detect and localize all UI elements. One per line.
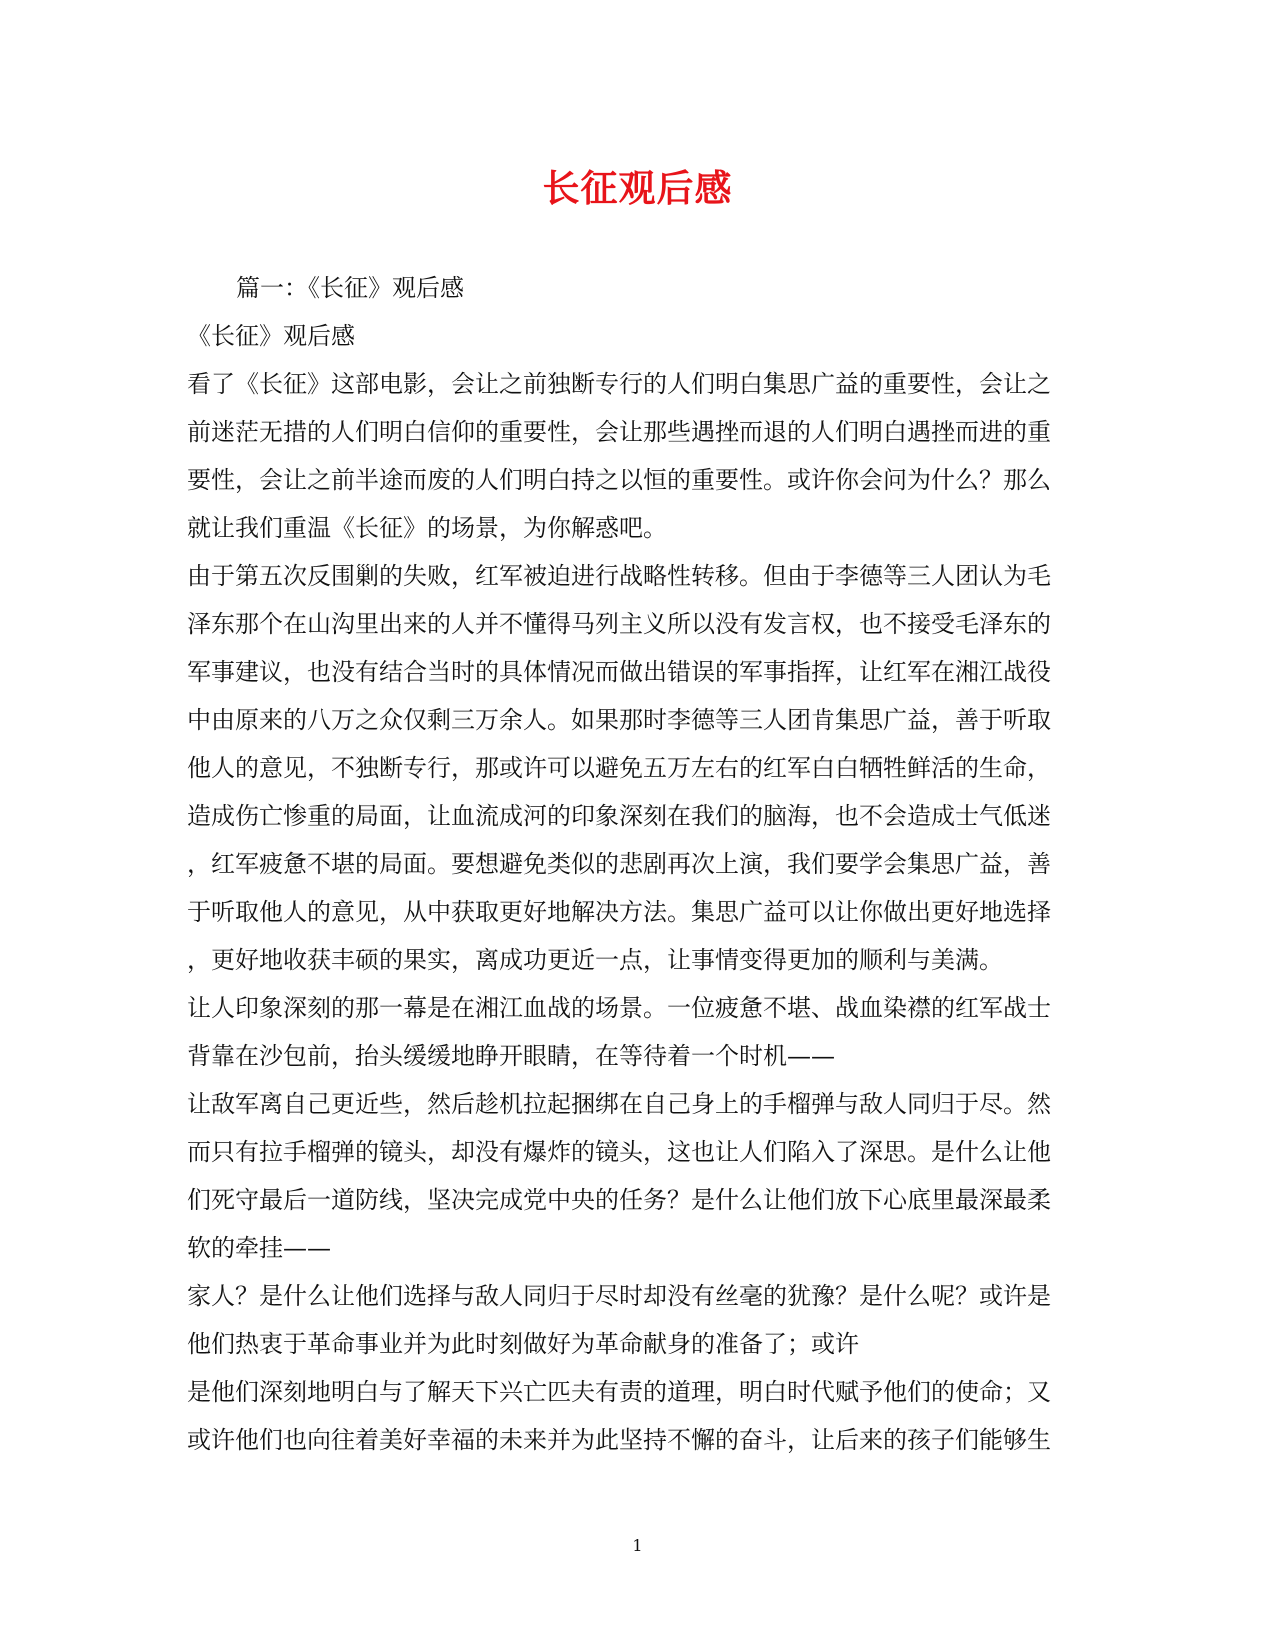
section-heading: 篇一：《长征》观后感: [236, 274, 464, 302]
body-line: 他们热衷于革命事业并为此时刻做好为革命献身的准备了；或许: [187, 1330, 859, 1358]
body-line: 或许他们也向往着美好幸福的未来并为此坚持不懈的奋斗，让后来的孩子们能够生: [187, 1426, 1051, 1454]
document-title: 长征观后感: [542, 166, 733, 210]
body-line: 要性，会让之前半途而废的人们明白持之以恒的重要性。或许你会问为什么？那么: [187, 466, 1051, 494]
body-line: 让敌军离自己更近些，然后趁机拉起捆绑在自己身上的手榴弹与敌人同归于尽。然: [187, 1090, 1051, 1118]
body-line: 泽东那个在山沟里出来的人并不懂得马列主义所以没有发言权，也不接受毛泽东的: [187, 610, 1051, 638]
body-line: 是他们深刻地明白与了解天下兴亡匹夫有责的道理，明白时代赋予他们的使命；又: [187, 1378, 1051, 1406]
body-line: 他人的意见，不独断专行，那或许可以避免五万左右的红军白白牺牲鲜活的生命，: [187, 754, 1051, 782]
page-number: 1: [632, 1536, 643, 1555]
body-line: 于听取他人的意见，从中获取更好地解决方法。集思广益可以让你做出更好地选择: [187, 898, 1051, 926]
body-line: 看了《长征》这部电影，会让之前独断专行的人们明白集思广益的重要性，会让之: [187, 370, 1051, 398]
body-line: 中由原来的八万之众仅剩三万余人。如果那时李德等三人团肯集思广益，善于听取: [187, 706, 1051, 734]
subtitle-line: 《长征》观后感: [187, 322, 355, 350]
document-body: [187, 264, 1093, 1464]
body-line: 就让我们重温《长征》的场景，为你解惑吧。: [187, 514, 667, 542]
body-line: 背靠在沙包前，抬头缓缓地睁开眼睛，在等待着一个时机——: [187, 1042, 835, 1070]
body-line: 造成伤亡惨重的局面，让血流成河的印象深刻在我们的脑海，也不会造成士气低迷: [187, 802, 1051, 830]
body-line: 军事建议，也没有结合当时的具体情况而做出错误的军事指挥，让红军在湘江战役: [187, 658, 1051, 686]
body-line: 让人印象深刻的那一幕是在湘江血战的场景。一位疲惫不堪、战血染襟的红军战士: [187, 994, 1051, 1022]
body-line: 由于第五次反围剿的失败，红军被迫进行战略性转移。但由于李德等三人团认为毛: [187, 562, 1051, 590]
body-line: ，更好地收获丰硕的果实，离成功更近一点，让事情变得更加的顺利与美满。: [187, 946, 1003, 974]
body-line: 而只有拉手榴弹的镜头，却没有爆炸的镜头，这也让人们陷入了深思。是什么让他: [187, 1138, 1051, 1166]
body-line: 软的牵挂——: [187, 1234, 331, 1262]
body-line: 们死守最后一道防线，坚决完成党中央的任务？是什么让他们放下心底里最深最柔: [187, 1186, 1051, 1214]
body-line: 家人？是什么让他们选择与敌人同归于尽时却没有丝毫的犹豫？是什么呢？或许是: [187, 1282, 1051, 1310]
body-line: ，红军疲惫不堪的局面。要想避免类似的悲剧再次上演，我们要学会集思广益，善: [187, 850, 1051, 878]
body-line: 前迷茫无措的人们明白信仰的重要性，会让那些遇挫而退的人们明白遇挫而进的重: [187, 418, 1051, 446]
